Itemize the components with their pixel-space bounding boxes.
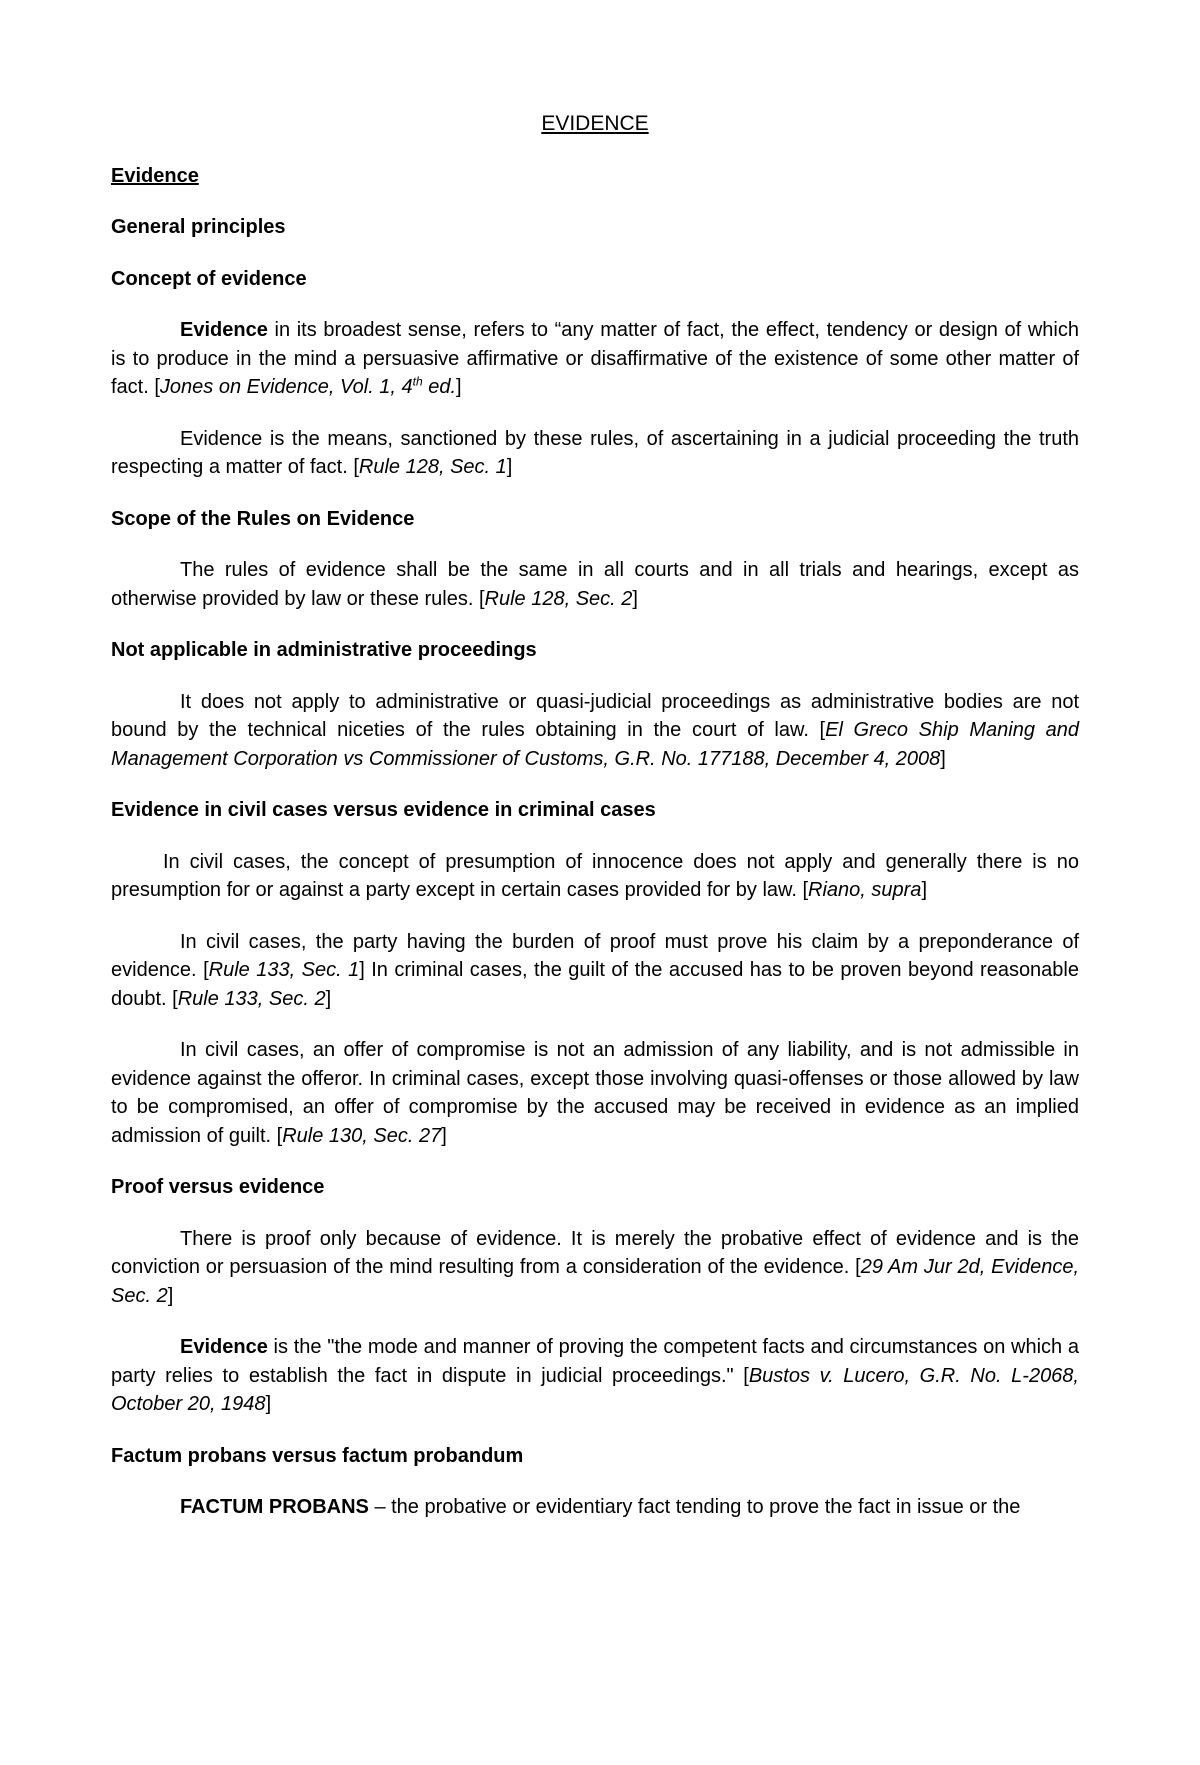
heading-not-applicable: Not applicable in administrative proceedings — [111, 639, 537, 661]
paragraph-burden-of-proof — [111, 928, 1079, 1014]
citation-close: ] — [441, 1124, 447, 1147]
citation-close: ] — [921, 879, 927, 901]
paragraph-factum-probans — [111, 1493, 1079, 1522]
citation: Rule 128, Sec. 2 — [484, 587, 633, 610]
citation-close: ] — [265, 1393, 272, 1415]
heading-scope: Scope of the Rules on Evidence — [111, 507, 415, 530]
paragraph-text: Evidence is the means, sanctioned by these rules, of ascertaining in a judicial proceeding the truth respecting a matter of fact. [ — [111, 427, 1079, 478]
paragraph-broadest-sense — [111, 316, 1079, 402]
heading-civil-vs-criminal: Evidence in civil cases versus evidence in criminal cases — [111, 799, 656, 821]
paragraph-text: There is proof only because of evidence. It is merely the probative effect of evidence and is the conviction or persuasion of the mind resulting from a consideration of the evidence. [ — [111, 1227, 1079, 1278]
citation: El Greco Ship Maning and Management Corporation vs Commissioner of Customs, G.R. No. 177188, December 4, 2008 — [111, 719, 1079, 770]
heading-concept-of-evidence: Concept of evidence — [111, 267, 307, 290]
paragraph-text: In civil cases, the concept of presumption of innocence does not apply and generally there is no presumption for or against a party except in certain cases provided for by law. [ — [111, 850, 1079, 901]
paragraph-text: The rules of evidence shall be the same in all courts and in all trials and hearings, except as otherwise provided by law or these rules. [ — [111, 559, 1079, 610]
paragraph-presumption — [111, 848, 1079, 905]
citation-close: ] — [325, 987, 332, 1010]
heading-general-principles: General principles — [111, 216, 286, 238]
heading-proof-vs-evidence: Proof versus evidence — [111, 1176, 325, 1198]
paragraph-compromise — [111, 1036, 1079, 1150]
citation: Bustos v. Lucero, G.R. No. L-2068, October 20, 1948 — [111, 1364, 1079, 1415]
paragraph-text: It does not apply to administrative or quasi-judicial proceedings as administrative bodies are not bound by the technical niceties of the rules obtaining in the court of law. [ — [111, 690, 1079, 741]
citation: Rule 133, Sec. 2 — [177, 987, 326, 1010]
paragraph-proof — [111, 1225, 1079, 1311]
citation: Rule 130, Sec. 27 — [282, 1124, 442, 1147]
heading-factum: Factum probans versus factum probandum — [111, 1444, 524, 1467]
citation: 29 Am Jur 2d, Evidence, Sec. 2 — [111, 1256, 1079, 1307]
citation-text: Jones on Evidence, Vol. 1, 4 — [159, 376, 413, 398]
citation-close: ] — [167, 1284, 174, 1307]
paragraph-text: in its broadest sense, refers to “any matter of fact, the effect, tendency or design of which is to produce in the mind a persuasive affirmative or disaffirmative of the existence of some other matter of fact. [ — [111, 319, 1079, 398]
citation-superscript: th — [412, 374, 423, 389]
paragraph-mode-and-manner — [111, 1333, 1079, 1419]
paragraph-administrative — [111, 688, 1079, 774]
citation-close: ] — [632, 587, 638, 610]
citation-close: ] — [940, 747, 946, 770]
paragraph-means-sanctioned — [111, 425, 1079, 482]
paragraph-scope — [111, 556, 1079, 613]
paragraph-text: – the probative or evidentiary fact tending to prove the fact in issue or the — [368, 1496, 1021, 1518]
citation: Riano, supra — [808, 879, 922, 901]
document-body — [111, 110, 1079, 1545]
citation — [160, 376, 456, 398]
term-evidence: Evidence — [180, 1336, 268, 1358]
document-title: EVIDENCE — [541, 112, 649, 135]
paragraph-text: In civil cases, the party having the burden of proof must prove his claim by a preponderance of evidence. [ — [111, 930, 1079, 981]
citation-close: ] — [456, 376, 462, 398]
citation-tail: ed. — [422, 376, 457, 398]
paragraph-text: is the "the mode and manner of proving the competent facts and circumstances on which a party relies to establish the fact in dispute in judicial proceedings." [ — [111, 1336, 1079, 1387]
citation: Rule 128, Sec. 1 — [358, 456, 507, 478]
paragraph-text: In civil cases, an offer of compromise is not an admission of any liability, and is not admissible in evidence against the offeror. In criminal cases, except those involving quasi-offenses or those allowed by law to be compromised, an offer of compromise by the accused may be received in evidence as an implied admission of guilt. [ — [111, 1039, 1079, 1147]
heading-evidence: Evidence — [111, 164, 199, 187]
term-factum-probans: FACTUM PROBANS — [180, 1496, 369, 1518]
paragraph-text: ] In criminal cases, the guilt of the accused has to be proven beyond reasonable doubt. [ — [111, 959, 1079, 1010]
citation: Rule 133, Sec. 1 — [208, 959, 360, 981]
term-evidence: Evidence — [180, 319, 268, 341]
citation-close: ] — [506, 456, 513, 478]
